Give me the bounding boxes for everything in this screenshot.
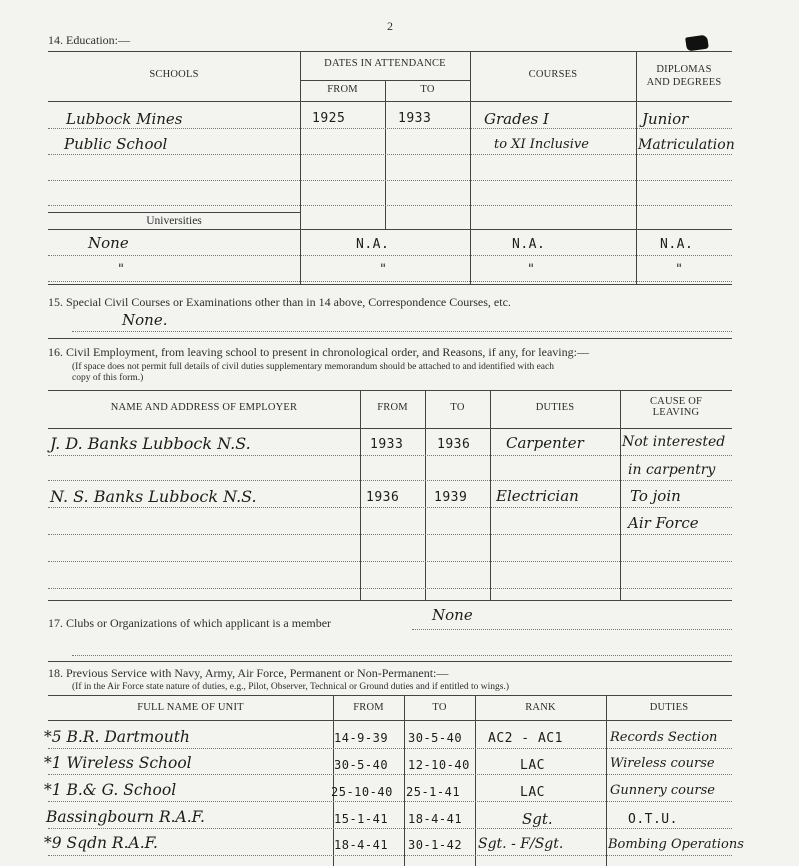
school-name-line1: Lubbock Mines: [66, 110, 183, 128]
rank: Sgt.: [522, 810, 553, 828]
col-emp-to: TO: [450, 402, 465, 413]
col-svc-to: TO: [432, 702, 447, 713]
section-15-heading: 15. Special Civil Courses or Examinations other than in 14 above, Correspondence Courses, etc.: [48, 295, 511, 309]
service-from: 18-4-41: [334, 838, 389, 852]
ditto-mark-4: ": [676, 262, 682, 277]
service-from: 25-10-40: [331, 785, 393, 799]
school-from: 1925: [312, 111, 346, 126]
col-to: TO: [420, 84, 435, 95]
section-16-note-line1: (If space does not permit full details of civil duties supplementary memorandum should be attached to and identified with each: [72, 362, 554, 372]
col-rank: RANK: [525, 702, 556, 713]
service-duties: Records Section: [610, 730, 718, 745]
section-15-answer: None.: [122, 311, 168, 329]
courses-line1: Grades I: [484, 110, 549, 128]
col-emp-duties: DUTIES: [535, 402, 575, 413]
employment-duties: Electrician: [496, 487, 579, 505]
rank: LAC: [520, 785, 545, 800]
col-cause: CAUSE OF: [649, 396, 703, 407]
university-diplomas: N.A.: [660, 237, 694, 252]
service-to: 12-10-40: [408, 758, 470, 772]
col-leaving: LEAVING: [652, 407, 700, 418]
leaving-cause: To join: [630, 487, 681, 505]
col-svc-from: FROM: [353, 702, 384, 713]
col-svc-duties: DUTIES: [649, 702, 689, 713]
service-duties: Wireless course: [610, 756, 715, 771]
service-from: 14-9-39: [334, 731, 389, 745]
employer-name: J. D. Banks Lubbock N.S.: [50, 434, 251, 453]
employment-from: 1936: [366, 490, 400, 505]
employment-to: 1939: [434, 490, 468, 505]
diploma-line2: Matriculation: [638, 137, 735, 153]
section-17-line-2: [72, 655, 732, 656]
section-18-heading: 18. Previous Service with Navy, Army, Air Force, Permanent or Non-Permanent:—: [48, 666, 449, 680]
diploma-line1: Junior: [642, 110, 689, 128]
col-schools: SCHOOLS: [149, 69, 199, 80]
col-employer: NAME AND ADDRESS OF EMPLOYER: [110, 402, 298, 413]
ditto-mark-2: ": [380, 262, 386, 277]
employment-duties: Carpenter: [506, 434, 584, 452]
col-emp-from: FROM: [377, 402, 408, 413]
section-14-heading: 14. Education:—: [48, 33, 130, 47]
employment-to: 1936: [437, 437, 471, 452]
col-diplomas: DIPLOMAS: [656, 64, 712, 75]
unit-name: *1 Wireless School: [44, 754, 192, 772]
rank: Sgt. - F/Sgt.: [478, 836, 564, 852]
service-to: 25-1-41: [406, 785, 461, 799]
rank: LAC: [520, 758, 545, 773]
col-from: FROM: [327, 84, 358, 95]
unit-name: Bassingbourn R.A.F.: [46, 808, 205, 826]
section-17-answer: None: [432, 606, 473, 624]
section-15-line: [72, 331, 732, 332]
section-18-note: (If in the Air Force state nature of duties, e.g., Pilot, Observer, Technical or Ground duties and if entitled to wings.): [72, 682, 509, 692]
leaving-cause-continued: in carpentry: [628, 462, 716, 478]
page-number: 2: [387, 19, 393, 33]
school-name-line2: Public School: [64, 135, 168, 153]
section-17-heading: 17. Clubs or Organizations of which applicant is a member: [48, 616, 332, 630]
col-unit: FULL NAME OF UNIT: [137, 702, 244, 713]
university-courses: N.A.: [512, 237, 546, 252]
col-courses: COURSES: [528, 69, 578, 80]
section-17-line: [412, 629, 732, 630]
unit-name: *9 Sqdn R.A.F.: [44, 834, 158, 852]
ditto-mark-1: ": [118, 262, 124, 277]
service-duties: Bombing Operations: [608, 837, 744, 852]
ink-smudge: [685, 35, 709, 52]
leaving-cause: Not interested: [622, 434, 726, 450]
service-duties: O.T.U.: [628, 812, 678, 827]
rank: AC2 - AC1: [488, 731, 563, 746]
university-name: None: [88, 234, 129, 252]
section-16-note-line2: copy of this form.): [72, 373, 144, 383]
school-to: 1933: [398, 111, 432, 126]
leaving-cause-continued: Air Force: [628, 514, 699, 532]
col-dates-in-attendance: DATES IN ATTENDANCE: [324, 58, 446, 69]
service-from: 30-5-40: [334, 758, 389, 772]
employer-name: N. S. Banks Lubbock N.S.: [50, 487, 257, 506]
university-dates: N.A.: [356, 237, 390, 252]
service-to: 18-4-41: [408, 812, 463, 826]
service-to: 30-5-40: [408, 731, 463, 745]
service-duties: Gunnery course: [610, 783, 715, 798]
section-16-heading: 16. Civil Employment, from leaving school to present in chronological order, and Reasons, if any, for leaving:—: [48, 345, 589, 359]
employment-from: 1933: [370, 437, 404, 452]
unit-name: *5 B.R. Dartmouth: [44, 728, 190, 746]
unit-name: *1 B.& G. School: [44, 781, 177, 799]
service-to: 30-1-42: [408, 838, 463, 852]
universities-label: Universities: [146, 215, 202, 227]
ditto-mark-3: ": [528, 262, 534, 277]
service-from: 15-1-41: [334, 812, 389, 826]
col-degrees: AND DEGREES: [646, 77, 722, 88]
courses-line2: to XI Inclusive: [494, 137, 589, 152]
